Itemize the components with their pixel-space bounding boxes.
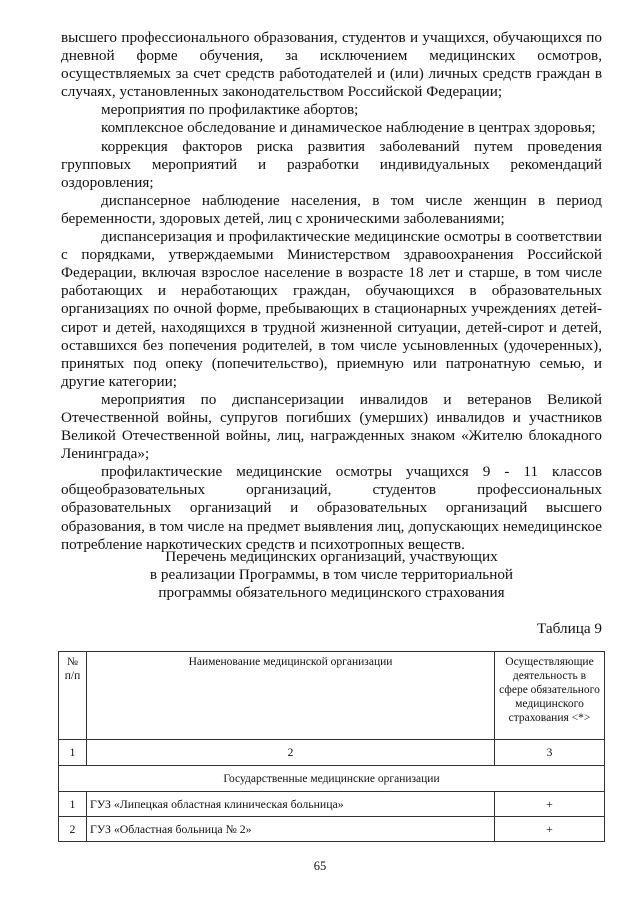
row-number: 1: [59, 792, 87, 817]
index-cell: 3: [495, 740, 605, 766]
paragraph: профилактические медицинские осмотры учащихся 9 - 11 классов общеобразовательных организаций, студентов профессиональных образовательных организаций и образовательных организаций высшего образования, в том числе на предмет выявления лиц, допускающих немедицинское потребление наркотических средств и психотропных веществ.: [61, 463, 602, 553]
heading-line: Перечень медицинских организаций, участвующих: [165, 548, 498, 565]
table-row: [59, 792, 605, 817]
table-group-row: [59, 766, 605, 792]
paragraph: комплексное обследование и динамическое наблюдение в центрах здоровья;: [101, 119, 596, 137]
row-oms-mark: +: [495, 817, 605, 842]
index-cell: 2: [87, 740, 495, 766]
heading-line: программы обязательного медицинского страхования: [158, 584, 505, 602]
header-organization-name: Наименование медицинской организации: [87, 652, 495, 740]
heading-line: в реализации Программы, в том числе территориальной: [149, 566, 514, 584]
paragraph: мероприятия по профилактике абортов;: [101, 101, 359, 119]
header-oms: Осуществляющие деятельность в сфере обязательного медицинского страхования <*>: [495, 652, 605, 740]
page-number: 65: [313, 859, 327, 873]
group-title: Государственные медицинские организации: [59, 766, 605, 792]
row-oms-mark: +: [495, 792, 605, 817]
table-header-row: [59, 652, 605, 740]
section-heading: [61, 548, 602, 603]
row-number: 2: [59, 817, 87, 842]
paragraph: коррекция факторов риска развития заболеваний путем проведения групповых мероприятий и разработки индивидуальных рекомендаций оздоровления;: [61, 137, 602, 191]
document-body: [61, 29, 602, 554]
organizations-table: [58, 651, 605, 842]
row-organization-name: ГУЗ «Областная больница № 2»: [87, 817, 495, 842]
paragraph: высшего профессионального образования, студентов и учащихся, обучающихся по дневной форме обучения, за исключением медицинских осмотров, осуществляемых за счет средств работодателей и (или) личных средств граждан в случаях, установленных законодательством Российской Федерации;: [61, 29, 602, 101]
index-cell: 1: [59, 740, 87, 766]
row-organization-name: ГУЗ «Липецкая областная клиническая больница»: [87, 792, 495, 817]
paragraph: диспансеризация и профилактические медицинские осмотры в соответствии с порядками, утверждаемыми Министерством здравоохранения Российской Федерации, включая взрослое население в возрасте 18 лет и старше, в том числе работающих и неработающих граждан, обучающихся в образовательных организациях по очной форме, пребывающих в стационарных учреждениях детей-сирот и детей, находящихся в трудной жизненной ситуации, детей-сирот и детей, оставшихся без попечения родителей, в том числе усыновленных (удочеренных), принятых под опеку (попечительство), приемную или патронатную семью, и другие категории;: [61, 228, 602, 390]
table-caption: Таблица 9: [537, 620, 602, 637]
header-number: № п/п: [59, 652, 87, 740]
table-row: [59, 817, 605, 842]
paragraph: диспансерное наблюдение населения, в том числе женщин в период беременности, здоровых детей, лиц с хроническими заболеваниями;: [61, 191, 602, 227]
table-index-row: [59, 740, 605, 766]
paragraph: мероприятия по диспансеризации инвалидов и ветеранов Великой Отечественной войны, супругов погибших (умерших) инвалидов и участников Великой Отечественной войны, лиц, награжденных знаком «Жителю блокадного Ленинграда»;: [61, 390, 602, 463]
